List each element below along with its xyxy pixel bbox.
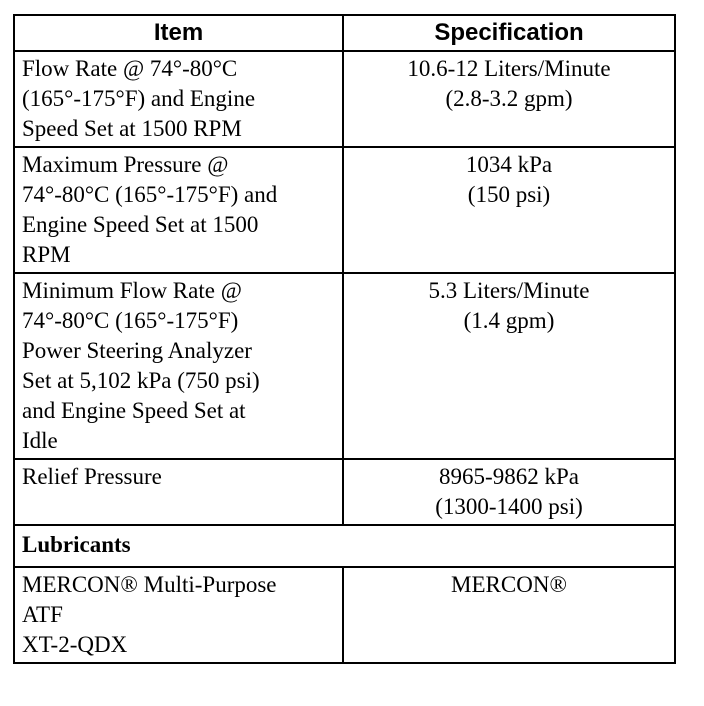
item-line: Power Steering Analyzer [22, 338, 252, 363]
item-line: Maximum Pressure @ [22, 152, 229, 177]
item-line: RPM [22, 242, 71, 267]
spec-line: (150 psi) [467, 182, 551, 207]
item-line: Speed Set at 1500 RPM [22, 116, 242, 141]
item-line: MERCON® Multi-Purpose [22, 572, 277, 597]
spec-line: (2.8-3.2 gpm) [445, 86, 573, 111]
header-specification: Specification [343, 15, 675, 51]
item-line: Minimum Flow Rate @ [22, 278, 242, 303]
item-line: Idle [22, 428, 58, 453]
spec-cell [343, 147, 675, 273]
item-line: Engine Speed Set at 1500 [22, 212, 259, 237]
spec-line: (1300-1400 psi) [435, 494, 583, 519]
table-row-lubricant [14, 567, 675, 663]
item-line: Set at 5,102 kPa (750 psi) [22, 368, 260, 393]
spec-line: 10.6-12 Liters/Minute [407, 56, 611, 81]
item-cell [14, 273, 343, 459]
spec-line: MERCON® [451, 572, 567, 597]
item-line: and Engine Speed Set at [22, 398, 246, 423]
spec-line: (1.4 gpm) [463, 308, 555, 333]
header-item: Item [14, 15, 343, 51]
table-row-relief-pressure [14, 459, 675, 525]
spec-line: 5.3 Liters/Minute [428, 278, 590, 303]
spec-cell [343, 459, 675, 525]
item-line: ATF [22, 602, 63, 627]
table-row-maximum-pressure [14, 147, 675, 273]
spec-line: 8965-9862 kPa [439, 464, 579, 489]
item-line: XT-2-QDX [22, 632, 128, 657]
item-cell [14, 51, 343, 147]
spec-line: 1034 kPa [465, 152, 553, 177]
section-heading: Lubricants [14, 525, 675, 567]
item-line: Relief Pressure [22, 464, 162, 489]
item-line: 74°-80°C (165°-175°F) and [22, 182, 278, 207]
table-header-row [14, 15, 675, 51]
item-cell [14, 567, 343, 663]
item-cell [14, 459, 343, 525]
item-line: (165°-175°F) and Engine [22, 86, 256, 111]
spec-cell [343, 273, 675, 459]
table-row-flow-rate [14, 51, 675, 147]
specification-table [13, 14, 676, 664]
item-line: 74°-80°C (165°-175°F) [22, 308, 239, 333]
section-row-lubricants [14, 525, 675, 567]
item-cell [14, 147, 343, 273]
table-row-minimum-flow-rate [14, 273, 675, 459]
spec-cell [343, 51, 675, 147]
item-line: Flow Rate @ 74°-80°C [22, 56, 238, 81]
spec-cell [343, 567, 675, 663]
